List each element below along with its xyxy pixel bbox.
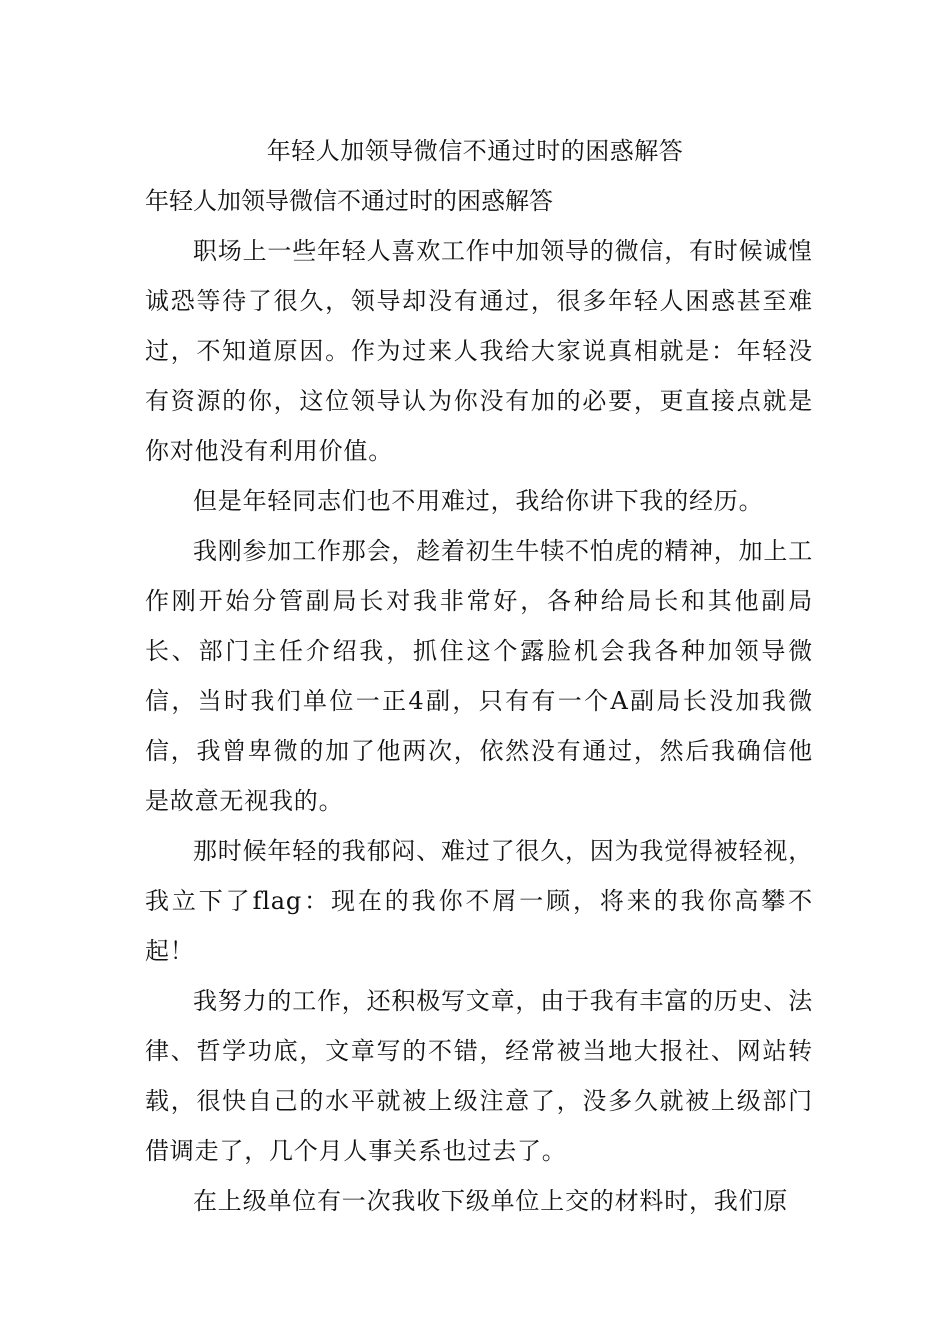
paragraph: 我刚参加工作那会，趁着初生牛犊不怕虎的精神，加上工作刚开始分管副局长对我非常好，各种给局长和其他副局长、部门主任介绍我，抓住这个露脸机会我各种加领导微信，当时我们单位一正4副，只有有一个A副局长没加我微信，我曾卑微的加了他两次，依然没有通过，然后我确信他是故意无视我的。 bbox=[145, 537, 813, 815]
paragraph: 那时候年轻的我郁闷、难过了很久，因为我觉得被轻视，我立下了flag：现在的我你不屑一顾，将来的我你高攀不起！ bbox=[145, 837, 813, 965]
document-title: 年轻人加领导微信不通过时的困惑解答 bbox=[266, 137, 684, 165]
document-subtitle: 年轻人加领导微信不通过时的困惑解答 bbox=[145, 187, 553, 215]
paragraph: 我努力的工作，还积极写文章，由于我有丰富的历史、法律、哲学功底，文章写的不错，经常被当地大报社、网站转载，很快自己的水平就被上级注意了，没多久就被上级部门借调走了，几个月人事关系也过去了。 bbox=[145, 987, 813, 1165]
paragraph: 职场上一些年轻人喜欢工作中加领导的微信，有时候诚惶诚恐等待了很久，领导却没有通过，很多年轻人困惑甚至难过，不知道原因。作为过来人我给大家说真相就是：年轻没有资源的你，这位领导认为你没有加的必要，更直接点就是你对他没有利用价值。 bbox=[145, 237, 813, 465]
document-body bbox=[145, 226, 813, 1226]
paragraph: 在上级单位有一次我收下级单位上交的材料时，我们原 bbox=[193, 1187, 789, 1215]
paragraph: 但是年轻同志们也不用难过，我给你讲下我的经历。 bbox=[193, 487, 764, 515]
